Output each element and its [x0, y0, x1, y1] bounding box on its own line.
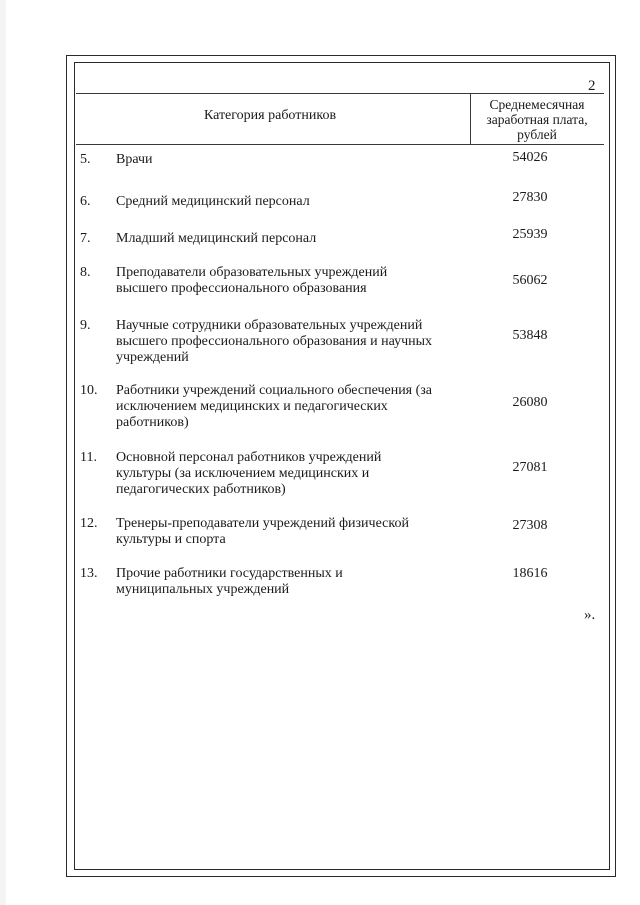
row-salary: 27830: [512, 190, 548, 205]
row-category: [116, 152, 468, 168]
scan-edge: [0, 0, 6, 905]
row-category-line: исключением медицинских и педагогических: [116, 399, 388, 414]
page-number: 2: [588, 78, 596, 94]
row-category: [116, 318, 468, 366]
row-salary: 25939: [512, 227, 548, 242]
row-category-line: Средний медицинский персонал: [116, 194, 310, 209]
row-category-line: Прочие работники государственных и: [116, 566, 343, 581]
row-category-line: высшего профессионального образования и научных: [116, 334, 433, 349]
row-category-line: Тренеры-преподаватели учреждений физической: [116, 516, 409, 531]
row-category-line: культуры (за исключением медицинских и: [116, 466, 370, 481]
row-category-line: Младший медицинский персонал: [116, 231, 317, 246]
row-salary: 27081: [512, 460, 548, 475]
closing-quote: ».: [584, 607, 596, 623]
row-number: 8.: [80, 265, 91, 280]
row-salary: 56062: [512, 273, 548, 288]
header-salary-line: заработная плата,: [486, 112, 588, 127]
row-salary: 18616: [512, 566, 548, 581]
row-category: [116, 194, 468, 210]
table-header-rule: [76, 144, 604, 145]
table-top-rule: [76, 93, 604, 94]
row-category-line: Основной персонал работников учреждений: [116, 450, 382, 465]
row-number: 11.: [80, 450, 97, 465]
row-category: [116, 516, 468, 548]
column-header-category: Категория работников: [203, 108, 337, 123]
row-number: 13.: [80, 566, 98, 581]
row-number: 9.: [80, 318, 91, 333]
row-number: 12.: [80, 516, 98, 531]
row-category-line: высшего профессионального образования: [116, 281, 367, 296]
row-salary: 54026: [512, 150, 548, 165]
row-salary: 27308: [512, 518, 548, 533]
row-category-line: муниципальных учреждений: [116, 582, 290, 597]
row-category: [116, 231, 468, 247]
row-category-line: Преподаватели образовательных учреждений: [116, 265, 388, 280]
column-header-salary: [472, 97, 602, 142]
row-number: 7.: [80, 231, 91, 246]
row-category-line: педагогических работников): [116, 482, 286, 497]
table-column-divider: [470, 94, 471, 144]
row-category: [116, 450, 468, 498]
row-number: 10.: [80, 383, 98, 398]
row-category: [116, 566, 468, 598]
row-category-line: культуры и спорта: [116, 532, 226, 547]
row-category-line: учреждений: [116, 350, 189, 365]
row-category-line: Научные сотрудники образовательных учреждений: [116, 318, 423, 333]
row-category-line: Работники учреждений социального обеспечения (за: [116, 383, 433, 398]
row-category: [116, 265, 468, 297]
header-salary-line: рублей: [517, 127, 557, 142]
row-category-line: работников): [116, 415, 189, 430]
row-category-line: Врачи: [116, 152, 153, 167]
row-number: 5.: [80, 152, 91, 167]
row-number: 6.: [80, 194, 91, 209]
header-salary-line: Среднемесячная: [489, 97, 585, 112]
row-category: [116, 383, 468, 431]
row-salary: 53848: [512, 328, 548, 343]
row-salary: 26080: [512, 395, 548, 410]
